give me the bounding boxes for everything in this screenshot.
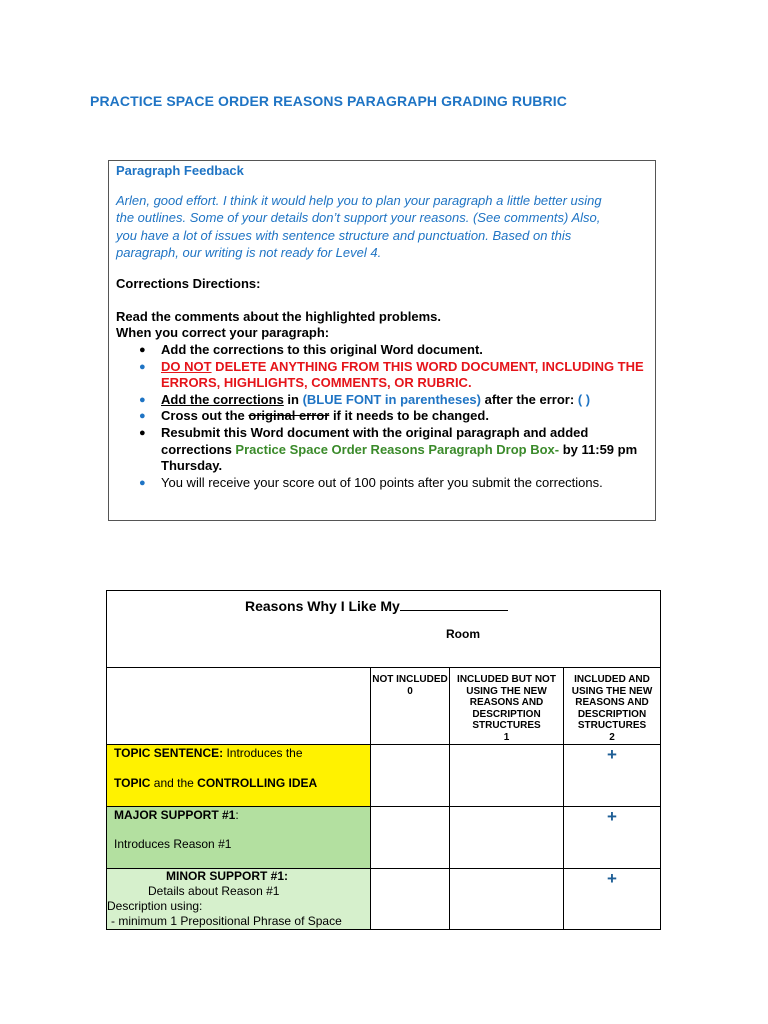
minor-label: MINOR SUPPORT #1: (166, 868, 289, 883)
comment-line: Arlen, good effort. I think it would help you to plan your paragraph a little better using (116, 193, 602, 208)
direction-text: Cross out the (161, 408, 249, 424)
column-header-included-new (564, 668, 661, 745)
feedback-comment (116, 192, 646, 261)
row-topic-sentence (107, 744, 371, 806)
direction-item (109, 475, 649, 492)
column-header-not-included (371, 668, 450, 745)
direction-item (109, 392, 649, 409)
comment-line: the outlines. Some of your details don’t support your reasons. (See comments) Also, (116, 210, 601, 226)
grading-rubric-table (106, 590, 661, 930)
bullet-icon: ● (139, 344, 146, 356)
bullet-icon: ● (139, 393, 146, 406)
plus-icon[interactable]: + (564, 806, 661, 868)
column-score: 2 (609, 731, 615, 743)
direction-text: DO NOT (161, 358, 212, 374)
page-title: PRACTICE SPACE ORDER REASONS PARAGRAPH GRADING RUBRIC (90, 93, 567, 109)
bullet-icon: ● (139, 426, 146, 439)
topic-desc: Introduces the (223, 745, 303, 760)
direction-text: by 11:59 pm Thursday. (161, 441, 638, 474)
bullet-icon: ● (139, 360, 146, 373)
directions-list (109, 342, 649, 491)
direction-text: Add the corrections to this original Word document. (161, 342, 483, 357)
topic-keyword: TOPIC (114, 775, 151, 790)
direction-text: Add the corrections (161, 391, 284, 407)
score-cell[interactable] (450, 806, 564, 868)
direction-text: DELETE ANYTHING FROM THIS WORD DOCUMENT, INCLUDING THE ERRORS, HIGHLIGHTS, COMMENTS, OR RUBRIC. (161, 358, 644, 391)
major-desc: Introduces Reason #1 (114, 836, 232, 851)
feedback-box (108, 160, 656, 521)
row-major-support-1 (107, 806, 371, 868)
major-colon: : (235, 807, 239, 822)
column-header-included-not-new (450, 668, 564, 745)
column-label: INCLUDED BUT NOT USING THE NEW REASONS AND DESCRIPTION STRUCTURES (457, 674, 556, 732)
blank-line (400, 596, 508, 611)
direction-text: Practice Space Order Reasons Paragraph Drop Box- (235, 441, 560, 457)
rubric-room-label: Room (446, 627, 480, 641)
major-label: MAJOR SUPPORT #1 (114, 807, 236, 822)
empty-header-cell (107, 668, 371, 745)
rubric-title-text: Reasons Why I Like My (245, 598, 400, 614)
column-label: NOT INCLUDED (372, 674, 448, 685)
direction-text: You will receive your score out of 100 points after you submit the corrections. (161, 474, 603, 490)
rubric-title (245, 596, 508, 614)
direction-text: (BLUE FONT in parentheses) (302, 391, 481, 407)
column-score: 1 (503, 731, 510, 743)
topic-label: TOPIC SENTENCE: (114, 745, 224, 760)
direction-item (109, 359, 649, 392)
direction-text: : (569, 391, 575, 407)
score-cell[interactable] (371, 806, 450, 868)
bullet-icon: ● (139, 476, 146, 489)
when-instruction: When you correct your paragraph: (116, 325, 330, 340)
topic-keyword: CONTROLLING IDEA (197, 775, 318, 790)
direction-text: original error (248, 408, 330, 424)
minor-desc: - minimum 1 Prepositional Phrase of Space (111, 913, 342, 928)
feedback-heading: Paragraph Feedback (116, 163, 244, 178)
score-cell[interactable] (450, 744, 564, 806)
major-line-1 (114, 808, 239, 822)
direction-text: ( ) (574, 391, 591, 407)
bullet-icon: ● (139, 410, 146, 423)
minor-desc: Details about Reason #1 (148, 883, 280, 898)
corrections-heading: Corrections Directions: (116, 276, 261, 291)
column-score: 0 (407, 685, 413, 697)
comment-line: you have a lot of issues with sentence structure and punctuation. Based on this (116, 227, 572, 243)
score-cell[interactable] (450, 868, 564, 929)
score-cell[interactable] (371, 868, 450, 929)
score-cell[interactable] (371, 744, 450, 806)
direction-item (109, 408, 649, 425)
minor-desc: Description using: (107, 898, 203, 913)
read-instruction: Read the comments about the highlighted problems. (116, 309, 442, 324)
topic-line-1 (114, 746, 303, 760)
direction-text: in (283, 391, 303, 407)
comment-line: paragraph, our writing is not ready for Level 4. (116, 244, 382, 260)
rubric-header (107, 591, 661, 668)
topic-line-2 (114, 776, 317, 790)
direction-text: if it needs to be changed. (329, 408, 489, 424)
direction-text: after the error (481, 391, 570, 407)
topic-desc: and the (150, 775, 198, 790)
plus-icon[interactable]: + (564, 744, 661, 806)
column-label: INCLUDED AND USING THE NEW REASONS AND DESCRIPTION STRUCTURES (571, 674, 653, 732)
row-minor-support-1 (107, 868, 371, 929)
plus-icon[interactable]: + (564, 868, 661, 929)
direction-item (109, 342, 649, 359)
direction-text: Resubmit this Word document with the original paragraph and added corrections (161, 424, 589, 457)
direction-item (109, 425, 649, 475)
